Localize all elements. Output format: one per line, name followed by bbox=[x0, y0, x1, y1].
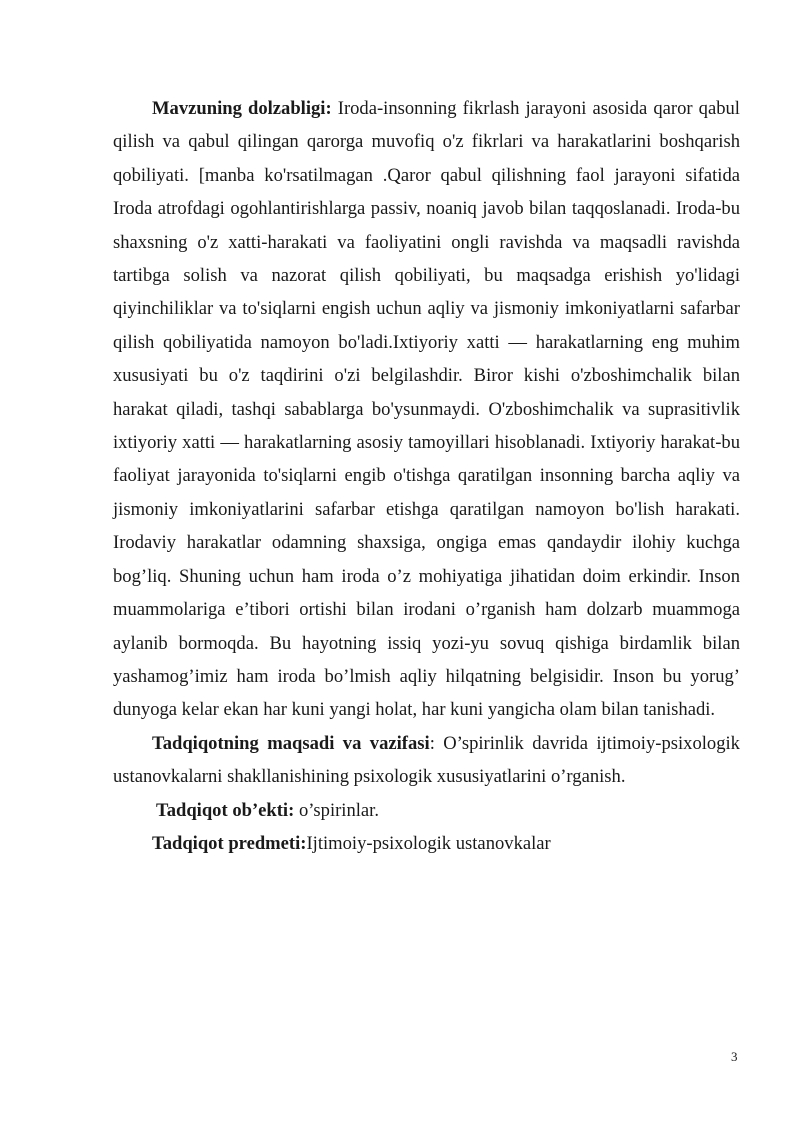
subject-paragraph bbox=[113, 827, 740, 860]
relevance-heading: Mavzuning dolzabligi: bbox=[152, 98, 332, 119]
document-body bbox=[113, 92, 740, 860]
relevance-paragraph bbox=[113, 92, 740, 727]
relevance-text: Iroda-insonning fikrlash jarayoni asosida qaror qabul qilish va qabul qilingan qarorga muvofiq o'z fikrlari va harakatlarini boshqarish qobiliyati. [manba ko'rsatilmagan .Qaror qabul qilishning faol jarayoni sifatida Iroda atrofdagi ogohlantirishlarga passiv, noaniq javob bilan taqqoslanadi. Iroda-bu shaxsning o'z xatti-harakati va faoliyatini ongli ravishda va maqsadli ravishda tartibga solish va nazorat qilish qobiliyati, bu maqsadga erishish yo'lidagi qiyinchiliklar va to'siqlarni engish uchun aqliy va jismoniy imkoniyatlarni safarbar qilish qobiliyatida namoyon bo'ladi.Ixtiyoriy xatti — harakatlarning eng muhim xususiyati bu o'z taqdirini o'zi belgilashdir. Biror kishi o'zboshimchalik bilan harakat qiladi, tashqi sabablarga bo'ysunmaydi. O'zboshimchalik va suprasitivlik ixtiyoriy xatti — harakatlarning asosiy tamoyillari hisoblanadi. Ixtiyoriy harakat-bu faoliyat jarayonida to'siqlarni engib o'tishga qaratilgan insonning barcha aqliy va jismoniy imkoniyatlarini safarbar etishga qaratilgan namoyon bo'lish harakati. Irodaviy harakatlar odamning shaxsiga, ongiga emas qandaydir ilohiy kuchga bog’liq. Shuning uchun ham iroda o’z mohiyatiga jihatidan doim erkindir. Inson muammolariga e’tibori ortishi bilan irodani o’rganish ham dolzarb muammoga aylanib bormoqda. Bu hayotning issiq yozi-yu sovuq qishiga birdamlik bilan yashamog’imiz ham iroda bo’lmish aqliy hilqatning belgisidir. Inson bu yorug’ dunyoga kelar ekan har kuni yangi holat, har kuni yangicha olam bilan tanishadi. bbox=[113, 98, 740, 721]
object-text: o’spirinlar. bbox=[294, 799, 379, 821]
object-heading: Tadqiqot ob’ekti: bbox=[156, 799, 295, 821]
goal-heading: Tadqiqotning maqsadi va vazifasi bbox=[152, 732, 430, 754]
page-number: 3 bbox=[731, 1049, 738, 1064]
goal-paragraph bbox=[113, 727, 740, 794]
object-paragraph bbox=[113, 794, 740, 827]
subject-heading: Tadqiqot predmeti: bbox=[152, 832, 307, 854]
goal-text: : O’spirinlik davrida ijtimoiy-psixologik ustanovkalarni shakllanishining psixologik xususiyatlarini o’rganish. bbox=[113, 732, 740, 788]
subject-text: Ijtimoiy-psixologik ustanovkalar bbox=[306, 832, 551, 854]
